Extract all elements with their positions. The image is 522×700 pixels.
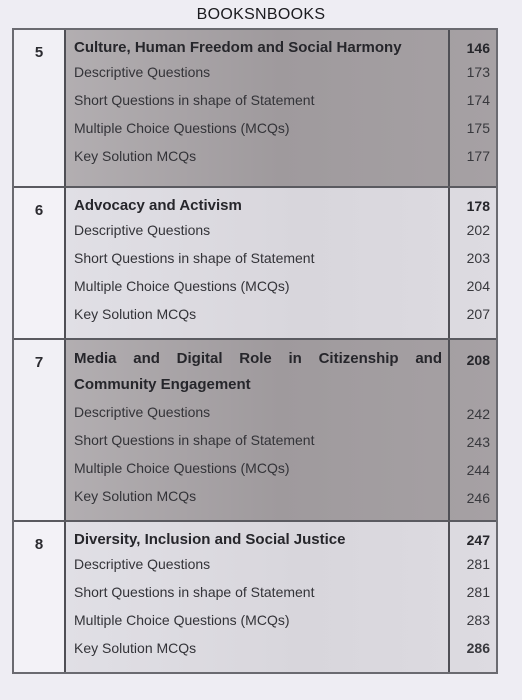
unit-title: Advocacy and Activism — [74, 197, 242, 214]
unit-number-cell — [14, 188, 66, 338]
toc-entry: Key Solution MCQs — [74, 488, 197, 504]
unit-content — [66, 522, 448, 672]
toc-entry: Short Questions in shape of Statement — [74, 584, 315, 600]
entry-page-number: 203 — [466, 250, 490, 266]
unit-number-cell — [14, 522, 66, 672]
toc-entry: Key Solution MCQs — [74, 148, 197, 164]
unit-number: 6 — [34, 202, 44, 219]
unit-page-number: 247 — [466, 532, 490, 548]
unit-content — [66, 30, 448, 186]
unit-content — [66, 188, 448, 338]
toc-entry: Multiple Choice Questions (MCQs) — [74, 120, 290, 136]
toc-entry: Key Solution MCQs — [74, 306, 197, 322]
unit-page-number: 208 — [466, 352, 490, 368]
unit-6 — [14, 188, 496, 340]
page-number-column — [448, 340, 496, 520]
unit-title: Culture, Human Freedom and Social Harmony — [74, 39, 402, 56]
toc-entry: Descriptive Questions — [74, 222, 211, 238]
entry-page-number: 174 — [466, 92, 490, 108]
toc-entry: Key Solution MCQs — [74, 640, 197, 656]
unit-5 — [14, 30, 496, 188]
toc-entry: Multiple Choice Questions (MCQs) — [74, 278, 290, 294]
entry-page-number: 281 — [466, 584, 490, 600]
toc-entry: Multiple Choice Questions (MCQs) — [74, 612, 290, 628]
page-number-column — [448, 522, 496, 672]
entry-page-number: 173 — [466, 64, 490, 80]
entry-page-number: 244 — [466, 462, 490, 478]
entry-page-number: 283 — [466, 612, 490, 628]
unit-number: 7 — [34, 354, 44, 371]
toc-entry: Multiple Choice Questions (MCQs) — [74, 460, 290, 476]
entry-page-number: 281 — [466, 556, 490, 572]
unit-8 — [14, 522, 496, 672]
entry-page-number: 242 — [466, 406, 490, 422]
entry-page-number: 286 — [466, 640, 490, 656]
toc-entry: Descriptive Questions — [74, 404, 211, 420]
unit-7 — [14, 340, 496, 522]
page-number-column — [448, 30, 496, 186]
entry-page-number: 204 — [466, 278, 490, 294]
unit-page-number: 146 — [466, 40, 490, 56]
entry-page-number: 243 — [466, 434, 490, 450]
table-of-contents — [12, 28, 498, 674]
toc-entry: Descriptive Questions — [74, 556, 211, 572]
unit-number: 5 — [34, 44, 44, 61]
toc-entry: Short Questions in shape of Statement — [74, 432, 315, 448]
unit-page-number: 178 — [466, 198, 490, 214]
unit-title: Diversity, Inclusion and Social Justice — [74, 531, 346, 548]
page-number-column — [448, 188, 496, 338]
unit-number-cell — [14, 340, 66, 520]
entry-page-number: 177 — [466, 148, 490, 164]
unit-number-cell — [14, 30, 66, 186]
toc-entry: Short Questions in shape of Statement — [74, 250, 315, 266]
page-title: BOOKSNBOOKS — [196, 6, 326, 23]
toc-entry: Descriptive Questions — [74, 64, 211, 80]
entry-page-number: 175 — [466, 120, 490, 136]
unit-title: Media and Digital Role in Citizenship and Community Engagement — [74, 350, 442, 393]
entry-page-number: 207 — [466, 306, 490, 322]
unit-number: 8 — [34, 536, 44, 553]
unit-content — [66, 340, 448, 520]
entry-page-number: 202 — [466, 222, 490, 238]
toc-entry: Short Questions in shape of Statement — [74, 92, 315, 108]
entry-page-number: 246 — [466, 490, 490, 506]
